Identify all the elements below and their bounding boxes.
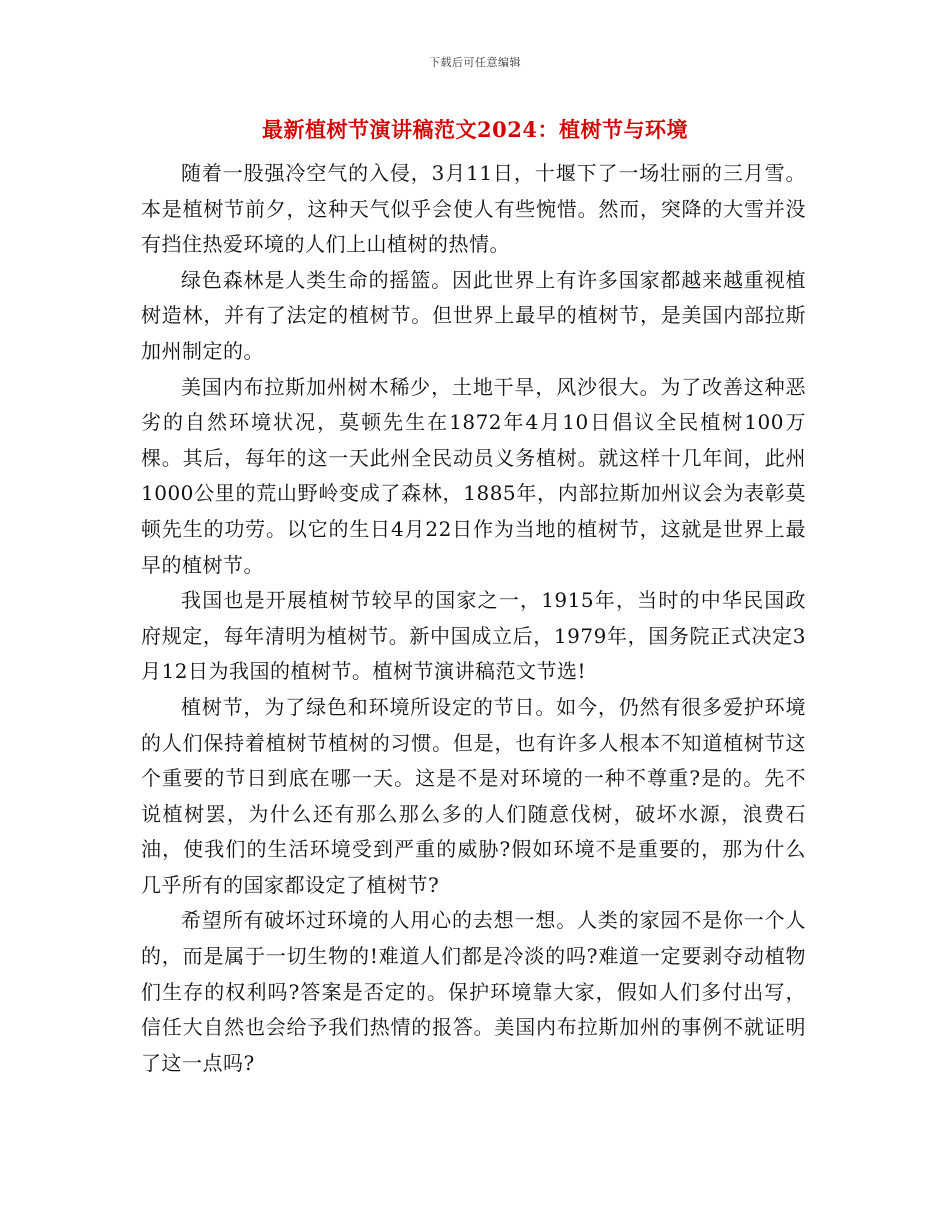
body-paragraph-3: 美国内布拉斯加州树木稀少，土地干旱，风沙很大。为了改善这种恶劣的自然环境状况，莫顿先生在1872年4月10日倡议全民植树100万棵。其后，每年的这一天此州全民动员义务植树。就这样十几年间，此州1000公里的荒山野岭变成了森林，1885年，内部拉斯加州议会为表彰莫顿先生的功劳。以它的生日4月22日作为当地的植树节，这就是世界上最早的植树节。 — [141, 374, 806, 577]
body-paragraph-6: 希望所有破坏过环境的人用心的去想一想。人类的家园不是你一个人的，而是属于一切生物的!难道人们都是冷淡的吗?难道一定要剥夺动植物们生存的权利吗?答案是否定的。保护环境靠大家，假如人们多付出写，信任大自然也会给予我们热情的报答。美国内布拉斯加州的事例不就证明了这一点吗? — [141, 908, 806, 1075]
document-body — [141, 156, 806, 1081]
body-paragraph-1: 随着一股强冷空气的入侵，3月11日，十堰下了一场壮丽的三月雪。本是植树节前夕，这种天气似乎会使人有些惋惜。然而，突降的大雪并没有挡住热爱环境的人们上山植树的热情。 — [141, 161, 806, 257]
body-paragraph-4: 我国也是开展植树节较早的国家之一，1915年，当时的中华民国政府规定，每年清明为植树节。新中国成立后，1979年，国务院正式决定3月12日为我国的植树节。植树节演讲稿范文节选! — [141, 588, 806, 684]
body-paragraph-2: 绿色森林是人类生命的摇篮。因此世界上有许多国家都越来越重视植树造林，并有了法定的植树节。但世界上最早的植树节，是美国内部拉斯加州制定的。 — [141, 267, 806, 363]
page-header-note: 下载后可任意编辑 — [429, 56, 521, 69]
body-paragraph-5: 植树节，为了绿色和环境所设定的节日。如今，仍然有很多爱护环境的人们保持着植树节植树的习惯。但是，也有许多人根本不知道植树节这个重要的节日到底在哪一天。这是不是对环境的一种不尊重?是的。先不说植树罢，为什么还有那么那么多的人们随意伐树，破坏水源，浪费石油，使我们的生活环境受到严重的威胁?假如环境不是重要的，那为什么几乎所有的国家都设定了植树节? — [141, 694, 806, 897]
document-title: 最新植树节演讲稿范文2024：植树节与环境 — [262, 117, 688, 142]
